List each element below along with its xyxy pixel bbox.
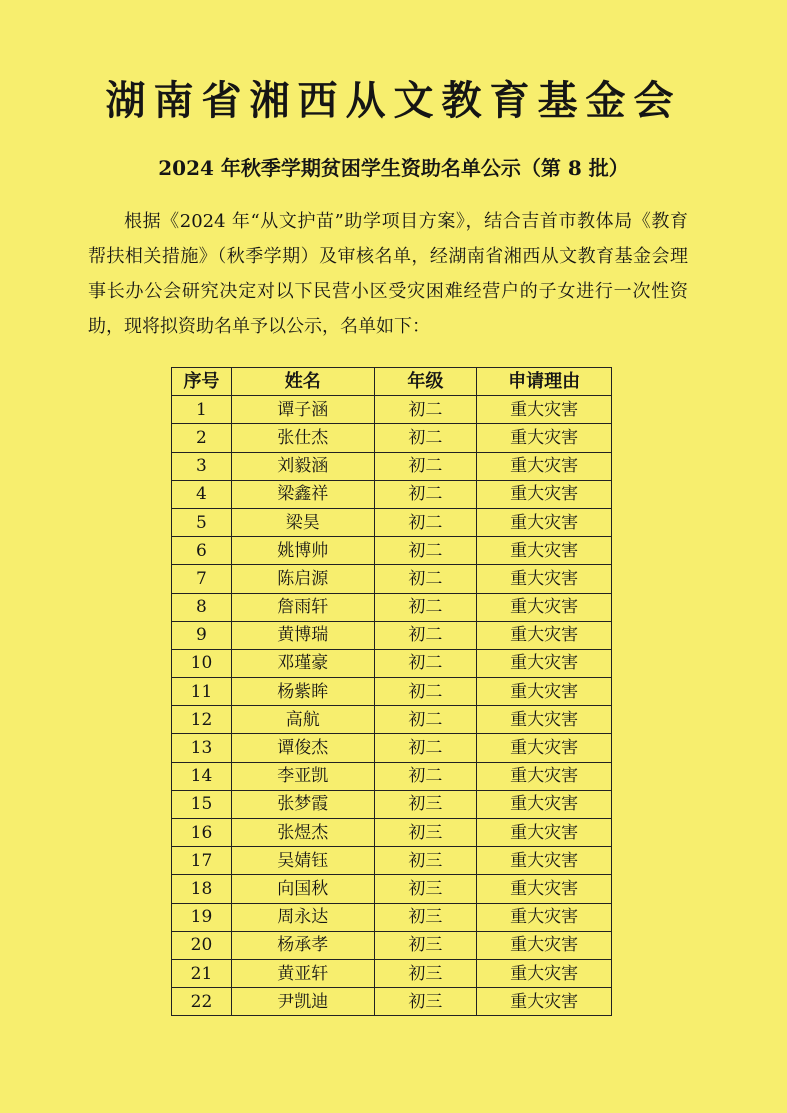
table-row bbox=[172, 480, 612, 508]
cell-index: 11 bbox=[172, 678, 232, 706]
table-row bbox=[172, 988, 612, 1016]
cell-reason: 重大灾害 bbox=[477, 819, 612, 847]
table-body bbox=[172, 396, 612, 1016]
cell-name: 梁昊 bbox=[231, 508, 374, 536]
cell-index: 16 bbox=[172, 819, 232, 847]
cell-index: 10 bbox=[172, 649, 232, 677]
cell-reason: 重大灾害 bbox=[477, 762, 612, 790]
header-index: 序号 bbox=[172, 368, 232, 396]
cell-grade: 初二 bbox=[374, 452, 477, 480]
cell-grade: 初三 bbox=[374, 847, 477, 875]
cell-index: 3 bbox=[172, 452, 232, 480]
cell-name: 谭俊杰 bbox=[231, 734, 374, 762]
cell-index: 21 bbox=[172, 959, 232, 987]
cell-name: 谭子涵 bbox=[231, 396, 374, 424]
cell-grade: 初二 bbox=[374, 537, 477, 565]
cell-index: 19 bbox=[172, 903, 232, 931]
cell-grade: 初三 bbox=[374, 988, 477, 1016]
cell-name: 吴婧钰 bbox=[231, 847, 374, 875]
cell-grade: 初二 bbox=[374, 678, 477, 706]
table-row bbox=[172, 537, 612, 565]
table-row bbox=[172, 396, 612, 424]
cell-index: 1 bbox=[172, 396, 232, 424]
cell-grade: 初三 bbox=[374, 903, 477, 931]
cell-reason: 重大灾害 bbox=[477, 959, 612, 987]
cell-reason: 重大灾害 bbox=[477, 903, 612, 931]
cell-grade: 初二 bbox=[374, 621, 477, 649]
organization-title: 湖南省湘西从文教育基金会 bbox=[105, 77, 682, 124]
cell-index: 5 bbox=[172, 508, 232, 536]
table-row bbox=[172, 621, 612, 649]
table-row bbox=[172, 847, 612, 875]
table-row bbox=[172, 903, 612, 931]
cell-index: 8 bbox=[172, 593, 232, 621]
cell-reason: 重大灾害 bbox=[477, 988, 612, 1016]
cell-name: 张梦霞 bbox=[231, 790, 374, 818]
cell-name: 周永达 bbox=[231, 903, 374, 931]
cell-index: 15 bbox=[172, 790, 232, 818]
cell-reason: 重大灾害 bbox=[477, 565, 612, 593]
cell-reason: 重大灾害 bbox=[477, 875, 612, 903]
cell-reason: 重大灾害 bbox=[477, 734, 612, 762]
cell-reason: 重大灾害 bbox=[477, 452, 612, 480]
table-row bbox=[172, 931, 612, 959]
cell-grade: 初二 bbox=[374, 593, 477, 621]
table-row bbox=[172, 762, 612, 790]
cell-reason: 重大灾害 bbox=[477, 508, 612, 536]
cell-reason: 重大灾害 bbox=[477, 649, 612, 677]
cell-name: 向国秋 bbox=[231, 875, 374, 903]
cell-grade: 初二 bbox=[374, 396, 477, 424]
table-row bbox=[172, 593, 612, 621]
cell-grade: 初二 bbox=[374, 480, 477, 508]
cell-grade: 初二 bbox=[374, 565, 477, 593]
student-list-table bbox=[171, 367, 612, 1016]
table-row bbox=[172, 508, 612, 536]
table-row bbox=[172, 790, 612, 818]
cell-index: 22 bbox=[172, 988, 232, 1016]
cell-name: 尹凯迪 bbox=[231, 988, 374, 1016]
notice-title: 2024 年秋季学期贫困学生资助名单公示（第 8 批） bbox=[158, 156, 629, 180]
header-grade: 年级 bbox=[374, 368, 477, 396]
cell-reason: 重大灾害 bbox=[477, 396, 612, 424]
table-row bbox=[172, 819, 612, 847]
cell-name: 詹雨轩 bbox=[231, 593, 374, 621]
cell-grade: 初二 bbox=[374, 508, 477, 536]
cell-grade: 初三 bbox=[374, 931, 477, 959]
cell-grade: 初二 bbox=[374, 762, 477, 790]
cell-grade: 初二 bbox=[374, 706, 477, 734]
cell-index: 2 bbox=[172, 424, 232, 452]
cell-name: 张煜杰 bbox=[231, 819, 374, 847]
table-row bbox=[172, 706, 612, 734]
cell-index: 17 bbox=[172, 847, 232, 875]
cell-index: 9 bbox=[172, 621, 232, 649]
cell-name: 李亚凯 bbox=[231, 762, 374, 790]
cell-name: 邓瑾豪 bbox=[231, 649, 374, 677]
cell-name: 黄亚轩 bbox=[231, 959, 374, 987]
intro-paragraph: 根据《2024 年“从文护苗”助学项目方案》，结合吉首市教体局《教育帮扶相关措施》（秋季学期）及审核名单，经湖南省湘西从文教育基金会理事长办公会研究决定对以下民营小区受灾困难经营户的子女进行一次性资助，现将拟资助名单予以公示，名单如下： bbox=[88, 211, 688, 337]
cell-grade: 初三 bbox=[374, 875, 477, 903]
cell-index: 12 bbox=[172, 706, 232, 734]
cell-name: 杨紫眸 bbox=[231, 678, 374, 706]
cell-name: 陈启源 bbox=[231, 565, 374, 593]
table-row bbox=[172, 678, 612, 706]
cell-name: 张仕杰 bbox=[231, 424, 374, 452]
table-row bbox=[172, 875, 612, 903]
cell-reason: 重大灾害 bbox=[477, 847, 612, 875]
cell-index: 7 bbox=[172, 565, 232, 593]
cell-reason: 重大灾害 bbox=[477, 593, 612, 621]
cell-index: 6 bbox=[172, 537, 232, 565]
cell-reason: 重大灾害 bbox=[477, 931, 612, 959]
cell-index: 4 bbox=[172, 480, 232, 508]
cell-grade: 初二 bbox=[374, 424, 477, 452]
cell-index: 18 bbox=[172, 875, 232, 903]
cell-reason: 重大灾害 bbox=[477, 537, 612, 565]
cell-name: 黄博瑞 bbox=[231, 621, 374, 649]
table-row bbox=[172, 734, 612, 762]
cell-index: 14 bbox=[172, 762, 232, 790]
cell-index: 13 bbox=[172, 734, 232, 762]
cell-index: 20 bbox=[172, 931, 232, 959]
cell-grade: 初三 bbox=[374, 959, 477, 987]
table-row bbox=[172, 649, 612, 677]
cell-grade: 初二 bbox=[374, 734, 477, 762]
cell-name: 杨承孝 bbox=[231, 931, 374, 959]
cell-grade: 初三 bbox=[374, 819, 477, 847]
table-row bbox=[172, 959, 612, 987]
cell-grade: 初二 bbox=[374, 649, 477, 677]
cell-reason: 重大灾害 bbox=[477, 790, 612, 818]
cell-reason: 重大灾害 bbox=[477, 424, 612, 452]
header-reason: 申请理由 bbox=[477, 368, 612, 396]
cell-name: 高航 bbox=[231, 706, 374, 734]
cell-grade: 初三 bbox=[374, 790, 477, 818]
cell-name: 刘毅涵 bbox=[231, 452, 374, 480]
header-name: 姓名 bbox=[231, 368, 374, 396]
table-header-row bbox=[172, 368, 612, 396]
cell-reason: 重大灾害 bbox=[477, 706, 612, 734]
cell-name: 梁鑫祥 bbox=[231, 480, 374, 508]
table-row bbox=[172, 452, 612, 480]
table-row bbox=[172, 565, 612, 593]
cell-name: 姚博帅 bbox=[231, 537, 374, 565]
cell-reason: 重大灾害 bbox=[477, 621, 612, 649]
cell-reason: 重大灾害 bbox=[477, 678, 612, 706]
table-row bbox=[172, 424, 612, 452]
cell-reason: 重大灾害 bbox=[477, 480, 612, 508]
